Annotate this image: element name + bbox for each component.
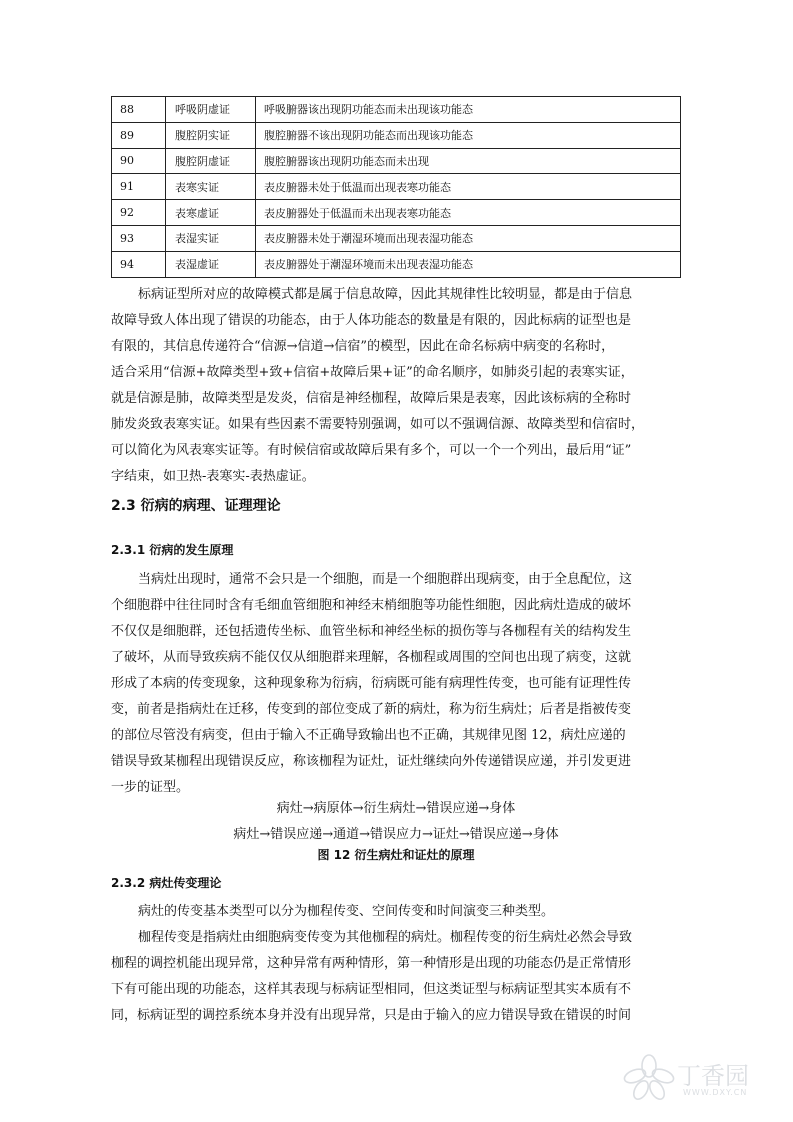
table-cell-syndrome: 腹腔阴虚证 xyxy=(166,148,256,174)
table-cell-syndrome: 表湿实证 xyxy=(166,225,256,251)
table-cell-description: 腹腔腑器该出现阴功能态而未出现 xyxy=(256,148,681,174)
table-cell-description: 腹腔腑器不该出现阴功能态而出现该功能态 xyxy=(256,122,681,148)
table-cell-number: 94 xyxy=(112,251,166,277)
table-cell-description: 呼吸腑器该出现阴功能态而未出现该功能态 xyxy=(256,97,681,123)
figure-line-1: 病灶→病原体→衍生病灶→错误应递→身体 xyxy=(276,801,516,816)
table-cell-description: 表皮腑器未处于低温而出现表寒功能态 xyxy=(256,174,681,200)
table-cell-number: 93 xyxy=(112,225,166,251)
paragraph-occurrence-principle xyxy=(111,567,681,801)
table-row xyxy=(112,122,681,148)
text-line: 变，前者是指病灶在迁移，传变到的部位变成了新的病灶，称为衍生病灶；后者是指被传变 xyxy=(111,702,632,717)
text-line: 标病证型所对应的故障模式都是属于信息故障，因此其规律性比较明显，都是由于信息 xyxy=(138,287,633,302)
subsection-heading-2-3-1: 2.3.1 衍病的发生原理 xyxy=(111,543,234,557)
table-row xyxy=(112,225,681,251)
text-line: 肺发炎致表寒实证。如果有些因素不需要特别强调，如可以不强调信源、故障类型和信宿时， xyxy=(111,417,645,432)
figure-line-2: 病灶→错误应递→通道→错误应力→证灶→错误应递→身体 xyxy=(233,827,559,842)
paragraph-info-fault xyxy=(111,282,681,490)
text-line: 个细胞群中往往同时含有毛细血管细胞和神经末梢细胞等功能性细胞，因此病灶造成的破坏 xyxy=(111,598,632,613)
table-cell-syndrome: 表寒实证 xyxy=(166,174,256,200)
text-line: 有限的，其信息传递符合“信源→信道→信宿”的模型，因此在命名标病中病变的名称时， xyxy=(111,339,615,354)
table-cell-number: 88 xyxy=(112,97,166,123)
subsection-heading-2-3-2: 2.3.2 病灶传变理论 xyxy=(111,876,222,890)
syndrome-table xyxy=(111,96,681,278)
watermark-url: WWW.DXY.CN xyxy=(683,1088,748,1097)
text-line: 一步的证型。 xyxy=(111,780,190,795)
flower-icon xyxy=(623,1054,675,1102)
table-row xyxy=(112,174,681,200)
text-line: 下有可能出现的功能态，这样其表现与标病证型相同，但这类证型与标病证型其实本质有不 xyxy=(111,982,632,997)
table-cell-description: 表皮腑器处于低温而未出现表寒功能态 xyxy=(256,200,681,226)
table-cell-description: 表皮腑器未处于潮湿环境而出现表湿功能态 xyxy=(256,225,681,251)
text-line: 就是信源是肺，故障类型是发炎，信宿是神经枷程，故障后果是表寒，因此该标病的全称时 xyxy=(111,391,632,406)
table-row xyxy=(112,148,681,174)
table-cell-number: 92 xyxy=(112,200,166,226)
table-row xyxy=(112,97,681,123)
text-line: 当病灶出现时，通常不会只是一个细胞，而是一个细胞群出现病变，由于全息配位，这 xyxy=(138,572,633,587)
table-row xyxy=(112,251,681,277)
text-line: 故障导致人体出现了错误的功能态，由于人体功能态的数量是有限的，因此标病的证型也是 xyxy=(111,313,632,328)
text-line: 枷程的调控机能出现异常，这种异常有两种情形，第一种情形是出现的功能态仍是正常情形 xyxy=(111,956,632,971)
text-line: 不仅仅是细胞群，还包括遗传坐标、血管坐标和神经坐标的损伤等与各枷程有关的结构发生 xyxy=(111,624,632,639)
table-cell-number: 90 xyxy=(112,148,166,174)
section-heading-2-3: 2.3 衍病的病理、证理理论 xyxy=(111,498,281,514)
text-line: 的部位尽管没有病变，但由于输入不正确导致输出也不正确，其规律见图 12，病灶应递的 xyxy=(111,728,626,743)
paragraph-transmission-types xyxy=(111,899,681,925)
table-cell-syndrome: 腹腔阴实证 xyxy=(166,122,256,148)
watermark-logo xyxy=(623,1052,758,1104)
text-line: 错误导致某枷程出现错误反应，称该枷程为证灶，证灶继续向外传递错误应递，并引发更进 xyxy=(111,754,632,769)
text-line: 枷程传变是指病灶由细胞病变传变为其他枷程的病灶。枷程传变的衍生病灶必然会导致 xyxy=(138,930,633,945)
watermark-text: 丁香园 xyxy=(677,1062,749,1090)
text-line: 可以简化为风表寒实证等。有时候信宿或故障后果有多个，可以一个一个列出，最后用“证” xyxy=(111,443,632,458)
text-line: 同，标病证型的调控系统本身并没有出现异常，只是由于输入的应力错误导致在错误的时间 xyxy=(111,1008,632,1023)
figure-caption: 图 12 衍生病灶和证灶的原理 xyxy=(317,848,475,862)
table-cell-description: 表皮腑器处于潮湿环境而未出现表湿功能态 xyxy=(256,251,681,277)
paragraph-frame-transmission xyxy=(111,925,681,1029)
text-line: 形成了本病的传变现象，这种现象称为衍病，衍病既可能有病理性传变，也可能有证理性传 xyxy=(111,676,632,691)
text-line: 病灶的传变基本类型可以分为枷程传变、空间传变和时间演变三种类型。 xyxy=(138,904,555,919)
text-line: 适合采用“信源+故障类型+致+信宿+故障后果+证”的命名顺序，如肺炎引起的表寒实证， xyxy=(111,365,634,380)
text-line: 字结束，如卫热-表寒实-表热虚证。 xyxy=(111,469,315,484)
table-cell-syndrome: 呼吸阴虚证 xyxy=(166,97,256,123)
table-row xyxy=(112,200,681,226)
table-cell-number: 89 xyxy=(112,122,166,148)
text-line: 了破坏，从而导致疾病不能仅仅从细胞群来理解，各枷程或周围的空间也出现了病变，这就 xyxy=(111,650,632,665)
table-cell-syndrome: 表湿虚证 xyxy=(166,251,256,277)
table-cell-number: 91 xyxy=(112,174,166,200)
table-cell-syndrome: 表寒虚证 xyxy=(166,200,256,226)
